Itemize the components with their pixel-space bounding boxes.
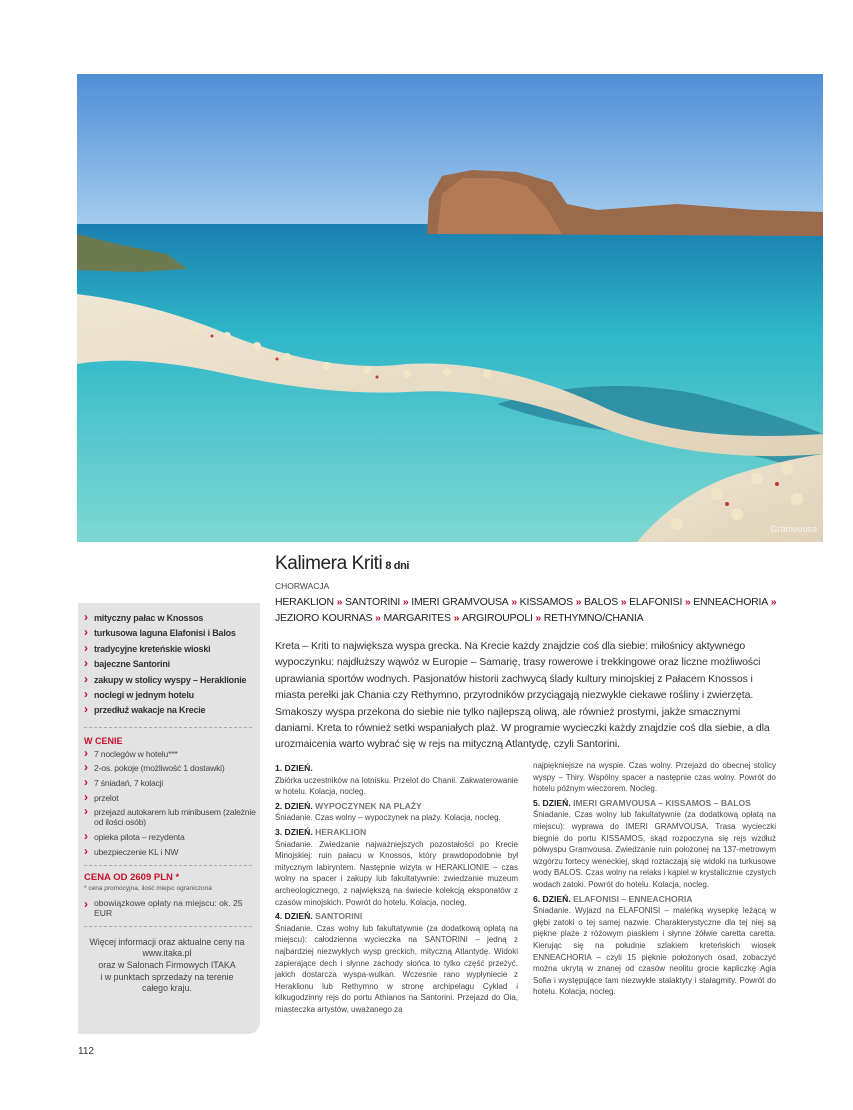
day-description: Śniadanie. Zwiedzanie najważniejszych pozostałości po Krecie Minojskiej: ruin pałacu w Knossos, który prawdopodobnie był mitycznym labiryntem. Następnie wizyta w HERAKLIONIE – czas wolny na spacer i zakupy lub fakultatywnie: zwiedzanie muzeum archeologicznego, z największą na świecie kolekcją eksponatów z czasów minojskich. Powrót do hotelu. Kolacja, nocleg. xyxy=(275,839,518,907)
in-price-item: › ubezpieczenie KL i NW xyxy=(84,847,256,857)
day-label: 1. DZIEŃ. xyxy=(275,763,313,773)
day-destination: HERAKLION xyxy=(312,826,367,837)
day-description: Śniadanie. Czas wolny lub fakultatywnie (za dodatkową opłatą na miejscu): wyprawa do IMERI GRAMVOUSA. Trasa wycieczki biegnie do portu KISSAMOS, skąd rozpoczyna się rejs wzdłuż półwyspu Gramvousa. Zwiedzanie ruin położonej na 137-metrowym wzgórzu fortecy weneckiej, skąd roztaczają się widoki na turkusowe wody BALOS. Czas wolny na relaks i kąpiel w krystalicznie czystych wodach zatoki. Powrót do hotelu. Kolacja, nocleg. xyxy=(533,810,776,889)
day-destination: WYPOCZYNEK NA PLAŻY xyxy=(312,800,422,811)
route-stop: KISSAMOS xyxy=(519,596,573,608)
more-info-line: i w punktach sprzedaży na terenie xyxy=(100,971,234,982)
route-stop: ENNEACHORIA xyxy=(693,596,769,608)
route-stop: RETHYMNO/CHANIA xyxy=(543,611,644,624)
in-price-item: › przelot xyxy=(84,793,256,803)
itinerary-column-left xyxy=(275,760,518,1015)
price-note: * cena promocyjna, ilość miejsc ograniczona xyxy=(84,884,212,892)
day-destination: ELAFONISI – ENNEACHORIA xyxy=(570,893,693,904)
day-heading xyxy=(275,827,518,839)
route-separator: » xyxy=(450,611,462,624)
itinerary-column-right xyxy=(533,760,776,998)
route-stop: JEZIORO KOURNAS xyxy=(275,611,373,624)
route-stop: ARGIROUPOLI xyxy=(461,611,533,624)
website-link[interactable]: www.itaka.pl xyxy=(142,948,192,959)
highlight-item: › zakupy w stolicy wyspy – Heraklionie xyxy=(84,673,256,688)
day-description: najpiękniejsze na wyspie. Czas wolny. Przejazd do obecnej stolicy wyspy – Thiry. Wspólny spacer a następnie czas wolny. Powrót do hotelu późnym wieczorem. Nocleg. xyxy=(533,761,776,794)
route-separator: » xyxy=(508,596,520,608)
in-price-title: W CENIE xyxy=(84,735,123,746)
route-separator: » xyxy=(618,596,630,608)
local-fee: › obowiązkowe opłaty na miejscu: ok. 25 EUR xyxy=(84,898,256,918)
in-price-item: › 7 noclegów w hotelu*** xyxy=(84,749,256,759)
route-separator: » xyxy=(400,596,412,608)
route-separator: » xyxy=(572,596,584,608)
intro-paragraph: Kreta – Kriti to największa wyspa grecka. Na Krecie każdy znajdzie coś dla siebie: miłośnicy aktywnego wypoczynku: najdłuższy wąwóz w Europie – Samarię, trasy rowerowe i trekkingowe oraz liczne możliwości uprawiania sportów wodnych. Pasjonatów historii zachwycą ślady kultury minojskiej z Pałacem Knossos i miasta perełki jak Chania czy Rethymno, przyrodników przyciągają niezwykle ciekawe rośliny i zwierzęta. Smakoszy wyspa przekona do siebie nie tylko najlepszą oliwą, ale również prostymi, jakże smacznymi daniami. Kreta to również setki wspaniałych plaż. W programie wycieczki każdy znajdzie coś dla siebie, a dla urozmaicenia warto wybrać się w rejs na mityczną Atlantydę, czyli Santorini. xyxy=(275,640,770,751)
day-label: 3. DZIEŃ. xyxy=(275,826,313,837)
in-price-item: › 2-os. pokoje (możliwość 1 dostawki) xyxy=(84,763,256,773)
more-info-line: całego kraju. xyxy=(142,983,192,994)
more-info xyxy=(84,937,256,995)
day-heading xyxy=(275,801,518,813)
route-stop: IMERI GRAMVOUSA xyxy=(411,596,509,608)
tour-title xyxy=(275,553,409,575)
day-heading xyxy=(533,894,776,906)
in-price-list xyxy=(84,749,256,857)
in-price-item: › opieka pilota – rezydenta xyxy=(84,832,256,842)
day-heading xyxy=(275,763,518,775)
in-price-item: › przejazd autokarem lub minibusem (zależnie od ilości osób) xyxy=(84,807,256,827)
route-separator: » xyxy=(333,596,345,608)
in-price-item: › 7 śniadań, 7 kolacji xyxy=(84,778,256,788)
route-stop: MARGARITES xyxy=(383,611,451,624)
route-stop: HERAKLION xyxy=(275,596,334,608)
day-destination: IMERI GRAMVOUSA – KISSAMOS – BALOS xyxy=(570,797,751,808)
day-heading xyxy=(533,798,776,810)
day-label: 2. DZIEŃ. xyxy=(275,800,313,811)
route-stop: ELAFONISI xyxy=(629,596,683,608)
beach-landscape-image xyxy=(77,74,823,542)
highlight-item: › noclegi w jednym hotelu xyxy=(84,688,256,703)
tour-name: Kalimera Kriti xyxy=(275,553,383,574)
highlights-list xyxy=(84,611,256,719)
country-label: CHORWACJA xyxy=(275,581,330,591)
route-separator: » xyxy=(682,596,694,608)
divider xyxy=(84,865,252,866)
highlight-item: › turkusowa laguna Elafonisi i Balos xyxy=(84,626,256,641)
day-label: 5. DZIEŃ. xyxy=(533,797,571,808)
day-label: 4. DZIEŃ. xyxy=(275,911,313,922)
day-description: Śniadanie. Czas wolny – wypoczynek na plaży. Kolacja, nocleg. xyxy=(275,813,501,823)
page-number: 112 xyxy=(78,1046,94,1057)
route-stops xyxy=(275,595,780,627)
sidebar-info-box xyxy=(78,603,260,1034)
highlight-item: › mityczny pałac w Knossos xyxy=(84,611,256,626)
day-description: Śniadanie. Czas wolny lub fakultatywnie (za dodatkową opłatą na miejscu): całodzienna wycieczka na SANTORINI – jedną z najbardziej niezwykłych wysp greckich, mityczną Atlantydę. Widoki zapierające dech i słynne zachody słońca to tylko część przeżyć, jakich dostarcza wyspa-wulkan. Wczesnie rano wypłyniecie z Heraklionu lub Rethymno w stronę archipelagu Cyklad i kilkugodzinny rejs do portu Athianos na Santorini. Przejazd do Oia, miasteczka artystów, uważanego za xyxy=(275,923,518,1014)
day-description: Zbiórka uczestników na lotnisku. Przelot do Chanii. Zakwaterowanie w hotelu. Kolacja, nocleg. xyxy=(275,775,518,797)
divider xyxy=(84,727,252,728)
highlight-item: › bajeczne Santorini xyxy=(84,657,256,672)
route-stop: BALOS xyxy=(584,596,619,608)
divider xyxy=(84,926,252,927)
highlight-item: › tradycyjne kreteńskie wioski xyxy=(84,642,256,657)
route-separator: » xyxy=(768,596,777,608)
price-label: CENA OD 2609 PLN * xyxy=(84,871,180,883)
route-separator: » xyxy=(372,611,384,624)
tour-duration: 8 dni xyxy=(385,560,410,572)
route-stop: SANTORINI xyxy=(344,596,401,608)
more-info-line: oraz w Salonach Firmowych ITAKA xyxy=(98,960,236,970)
day-description: Śniadanie. Wyjazd na ELAFONISI – maleńką wysepkę leżącą w głębi zatoki o tej samej nazwie. Charakterystyczne dla tej niej są piękne plaże z różowym piaskiem i słynne żółwie caretta caretta. Kierując się na południe szlakiem kreteńskich wiosek ENNEACHORIA – czyli 15 pięknie położonych osad, zobaczyć można ukrytą w znanej od czasów neolitu grocie kapliczkę Agia Sofia i występujące tam niezwykłe stalaktyty i stalagmity. Powrót do hotelu. Kolacja, nocleg. xyxy=(533,906,776,997)
more-info-line: Więcej informacji oraz aktualne ceny na xyxy=(89,936,245,947)
hero-photo xyxy=(77,74,823,542)
day-destination: SANTORINI xyxy=(312,911,363,922)
day-heading xyxy=(275,911,518,923)
day-label: 6. DZIEŃ. xyxy=(533,893,571,904)
highlight-item: › przedłuż wakacje na Krecie xyxy=(84,703,256,718)
route-separator: » xyxy=(532,611,544,624)
photo-caption: Gramvousa xyxy=(770,524,817,534)
